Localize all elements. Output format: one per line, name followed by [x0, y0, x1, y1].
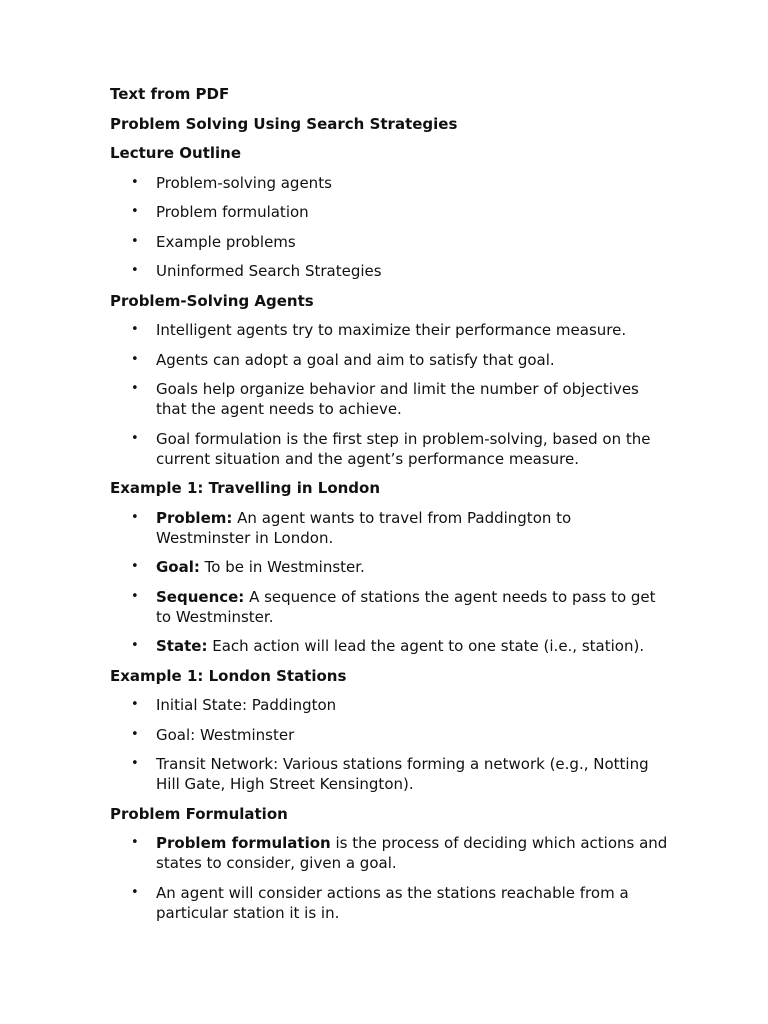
section-heading: Example 1: London Stations	[110, 666, 347, 685]
item-term: Goal:	[156, 558, 200, 576]
item-term: Sequence:	[156, 587, 245, 606]
list-item	[110, 725, 670, 745]
bullet-icon: •	[131, 381, 139, 396]
list-item	[110, 429, 670, 469]
item-text: Intelligent agents try to maximize their performance measure.	[156, 321, 627, 339]
list-item	[110, 557, 670, 577]
list-item	[110, 695, 670, 715]
section-problem-solving-agents	[110, 291, 670, 469]
item-text: An agent will consider actions as the stations reachable from a particular station it is in.	[156, 883, 629, 922]
bullet-icon: •	[131, 174, 139, 190]
bullet-icon: •	[131, 726, 139, 742]
list-item	[110, 587, 670, 627]
list-item	[110, 379, 670, 419]
item-text: To be in Westminster.	[199, 558, 365, 576]
item-text: Transit Network: Various stations forming a network (e.g., Notting Hill Gate, High Street Kensington).	[156, 755, 649, 793]
bullet-icon: •	[131, 430, 139, 446]
item-text: Agents can adopt a goal and aim to satisfy that goal.	[156, 350, 555, 369]
bullet-icon: •	[131, 322, 139, 337]
section-lecture-outline	[110, 143, 670, 281]
bullet-icon: •	[131, 351, 139, 367]
bullet-icon: •	[131, 697, 139, 712]
bullet-icon: •	[131, 884, 139, 900]
list-item	[110, 261, 670, 281]
document-title: Problem Solving Using Search Strategies	[110, 114, 458, 133]
bullet-icon: •	[131, 559, 139, 574]
bullet-icon: •	[131, 263, 139, 278]
bullet-icon: •	[131, 756, 139, 771]
list-item	[110, 232, 670, 252]
list-item	[110, 833, 670, 873]
bullet-list	[110, 833, 670, 923]
item-text: Goal formulation is the first step in problem-solving, based on the current situation and the agent’s performance measure.	[156, 429, 651, 468]
item-text: Goals help organize behavior and limit the number of objectives that the agent needs to achieve.	[156, 380, 639, 418]
list-item	[110, 320, 670, 340]
bullet-icon: •	[131, 835, 139, 850]
bullet-list	[110, 508, 670, 657]
item-text: Problem-solving agents	[156, 173, 332, 192]
item-text: Uninformed Search Strategies	[156, 262, 382, 280]
section-example-travelling-london	[110, 478, 670, 656]
item-text: Each action will lead the agent to one state (i.e., station).	[207, 637, 645, 655]
item-term: Problem formulation	[156, 834, 331, 852]
document-page	[110, 84, 670, 932]
section-london-stations	[110, 666, 670, 795]
section-heading: Example 1: Travelling in London	[110, 479, 381, 497]
list-item	[110, 350, 670, 370]
list-item	[110, 636, 670, 656]
bullet-icon: •	[131, 588, 139, 604]
source-label: Text from PDF	[110, 85, 230, 103]
item-term: State:	[156, 637, 208, 655]
bullet-icon: •	[131, 233, 139, 249]
item-term: Problem:	[156, 508, 233, 527]
item-text: is the process of deciding which actions and states to consider, given a goal.	[156, 834, 668, 872]
list-item	[110, 883, 670, 923]
bullet-list	[110, 320, 670, 469]
section-heading: Problem-Solving Agents	[110, 291, 314, 310]
bullet-icon: •	[131, 204, 139, 219]
section-heading: Lecture Outline	[110, 144, 242, 162]
bullet-icon: •	[131, 638, 139, 653]
item-text: Example problems	[156, 232, 296, 251]
item-text: Problem formulation	[156, 203, 309, 221]
item-text: A sequence of stations the agent needs to pass to get to Westminster.	[156, 587, 656, 626]
list-item	[110, 508, 670, 548]
list-item	[110, 202, 670, 222]
bullet-list	[110, 695, 670, 794]
item-text: An agent wants to travel from Paddington to Westminster in London.	[156, 508, 572, 547]
item-text: Goal: Westminster	[156, 725, 295, 744]
list-item	[110, 754, 670, 794]
bullet-icon: •	[131, 509, 139, 525]
section-problem-formulation	[110, 804, 670, 923]
bullet-list	[110, 173, 670, 282]
item-text: Initial State: Paddington	[156, 696, 337, 714]
section-heading: Problem Formulation	[110, 804, 288, 823]
list-item	[110, 173, 670, 193]
